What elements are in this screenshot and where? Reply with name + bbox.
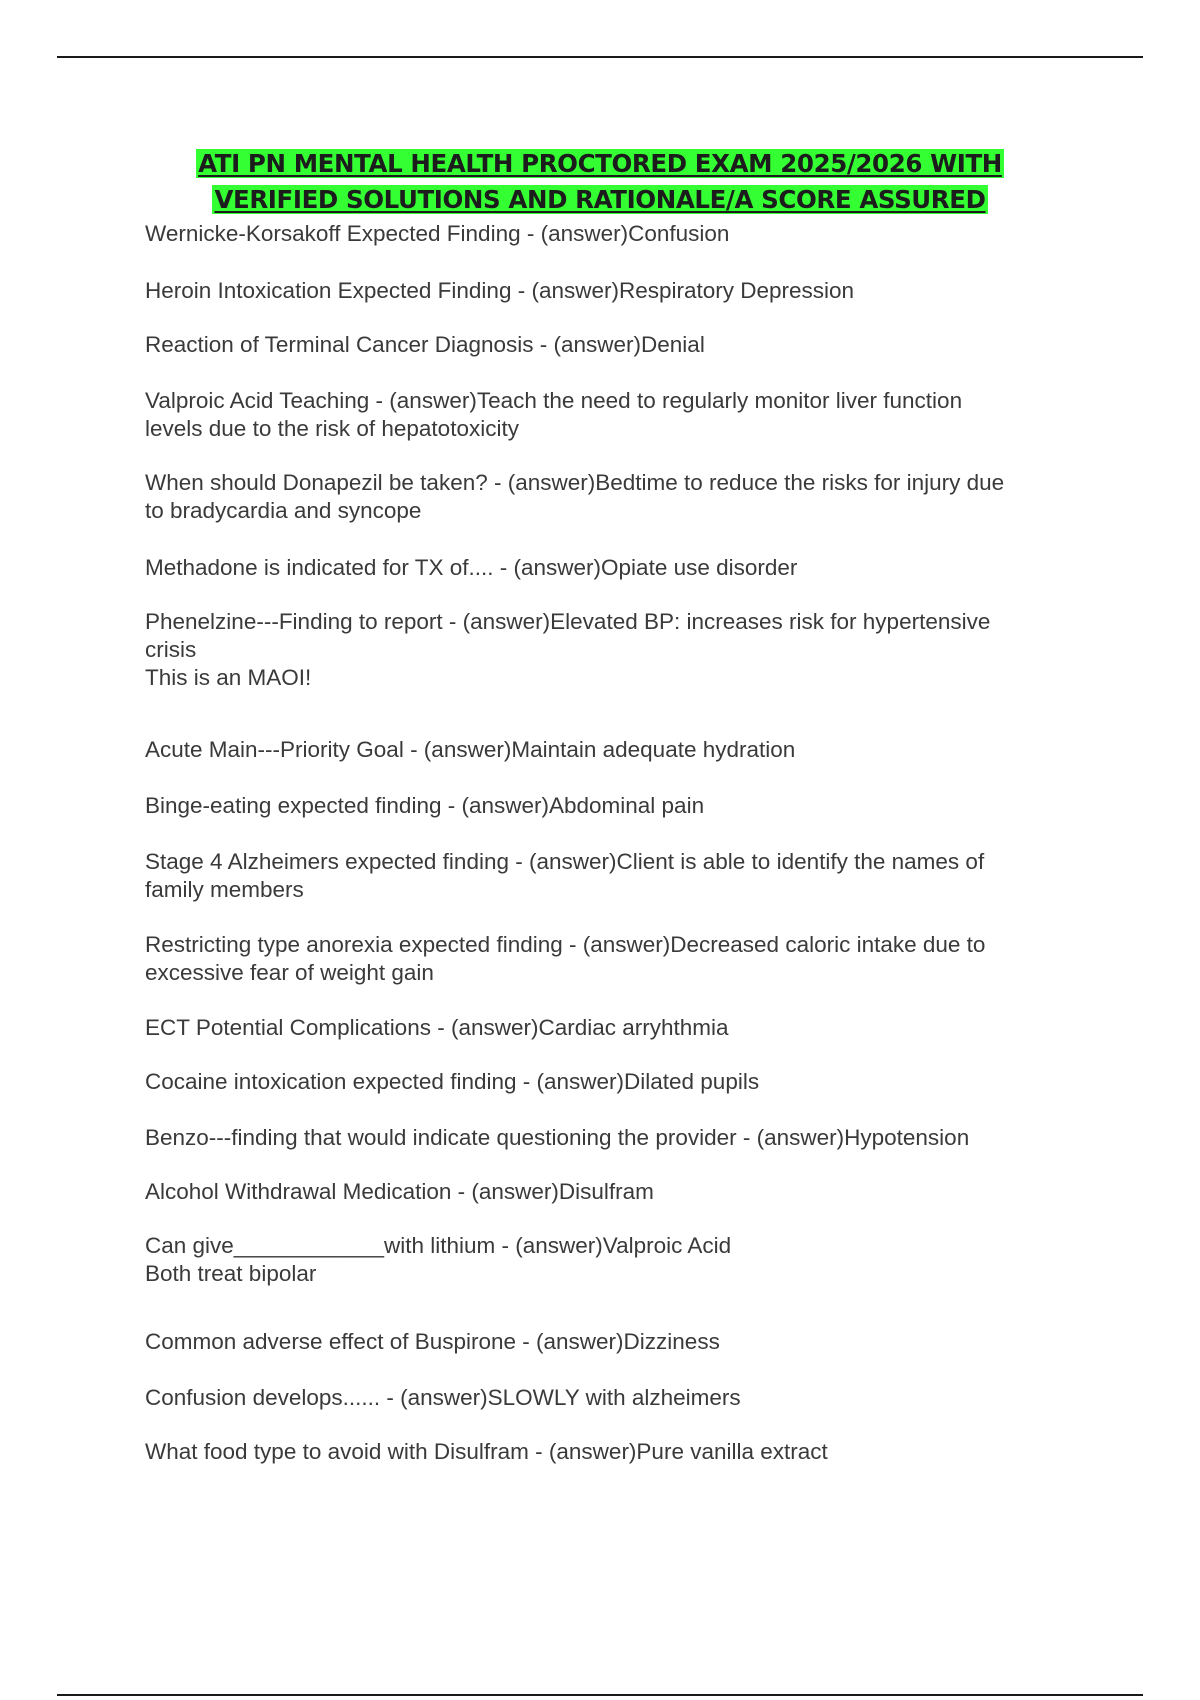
qa-item: [145, 931, 1085, 987]
top-rule: [57, 56, 1143, 58]
qa-item-line: This is an MAOI!: [145, 665, 312, 690]
qa-item-line: crisis: [145, 637, 197, 662]
qa-item: [145, 1014, 1085, 1042]
qa-item: [145, 792, 1085, 820]
qa-item: [145, 1068, 1085, 1096]
document-title: [100, 146, 1100, 218]
bottom-rule: [57, 1694, 1143, 1696]
qa-item: [145, 848, 1085, 904]
qa-item-line: Restricting type anorexia expected finding - (answer)Decreased caloric intake due to: [145, 932, 986, 957]
qa-item: [145, 1384, 1085, 1412]
qa-item-line: Alcohol Withdrawal Medication - (answer)Disulfram: [145, 1179, 654, 1204]
qa-item-line: When should Donapezil be taken? - (answer)Bedtime to reduce the risks for injury due: [145, 470, 1005, 495]
qa-item: [145, 736, 1085, 764]
qa-item-line: Reaction of Terminal Cancer Diagnosis - (answer)Denial: [145, 332, 705, 357]
qa-item: [145, 469, 1085, 525]
qa-item-line: Benzo---finding that would indicate questioning the provider - (answer)Hypotension: [145, 1125, 970, 1150]
qa-item: [145, 608, 1085, 692]
qa-item-line: excessive fear of weight gain: [145, 960, 434, 985]
qa-item-line: Wernicke-Korsakoff Expected Finding - (answer)Confusion: [145, 221, 730, 246]
qa-item-line: What food type to avoid with Disulfram - (answer)Pure vanilla extract: [145, 1439, 828, 1464]
qa-item-line: Binge-eating expected finding - (answer)Abdominal pain: [145, 793, 705, 818]
qa-item-line: Can give____________with lithium - (answer)Valproic Acid: [145, 1233, 732, 1258]
title-line-2: VERIFIED SOLUTIONS AND RATIONALE/A SCORE ASSURED: [214, 185, 986, 214]
qa-item-line: Valproic Acid Teaching - (answer)Teach the need to regularly monitor liver function: [145, 388, 963, 413]
qa-item: [145, 277, 1085, 305]
qa-item: [145, 387, 1085, 443]
qa-item-line: Stage 4 Alzheimers expected finding - (answer)Client is able to identify the names of: [145, 849, 985, 874]
qa-item: [145, 220, 1085, 248]
qa-item-line: levels due to the risk of hepatotoxicity: [145, 416, 519, 441]
qa-item-line: Phenelzine---Finding to report - (answer)Elevated BP: increases risk for hypertensive: [145, 609, 991, 634]
qa-item-line: Common adverse effect of Buspirone - (answer)Dizziness: [145, 1329, 720, 1354]
qa-item-line: ECT Potential Complications - (answer)Cardiac arryhthmia: [145, 1015, 729, 1040]
qa-item-line: to bradycardia and syncope: [145, 498, 422, 523]
qa-item-line: Cocaine intoxication expected finding - (answer)Dilated pupils: [145, 1069, 760, 1094]
qa-item-line: family members: [145, 877, 304, 902]
qa-item-line: Confusion develops...... - (answer)SLOWLY with alzheimers: [145, 1385, 741, 1410]
qa-item: [145, 1124, 1085, 1152]
qa-item: [145, 1232, 1085, 1288]
title-line-1: ATI PN MENTAL HEALTH PROCTORED EXAM 2025/2026 WITH: [198, 149, 1002, 178]
qa-item: [145, 331, 1085, 359]
qa-item-line: Acute Main---Priority Goal - (answer)Maintain adequate hydration: [145, 737, 796, 762]
qa-item: [145, 1438, 1085, 1466]
qa-item-line: Heroin Intoxication Expected Finding - (answer)Respiratory Depression: [145, 278, 855, 303]
qa-item: [145, 1178, 1085, 1206]
qa-item: [145, 554, 1085, 582]
qa-item-line: Both treat bipolar: [145, 1261, 317, 1286]
qa-item: [145, 1328, 1085, 1356]
qa-item-line: Methadone is indicated for TX of.... - (answer)Opiate use disorder: [145, 555, 798, 580]
